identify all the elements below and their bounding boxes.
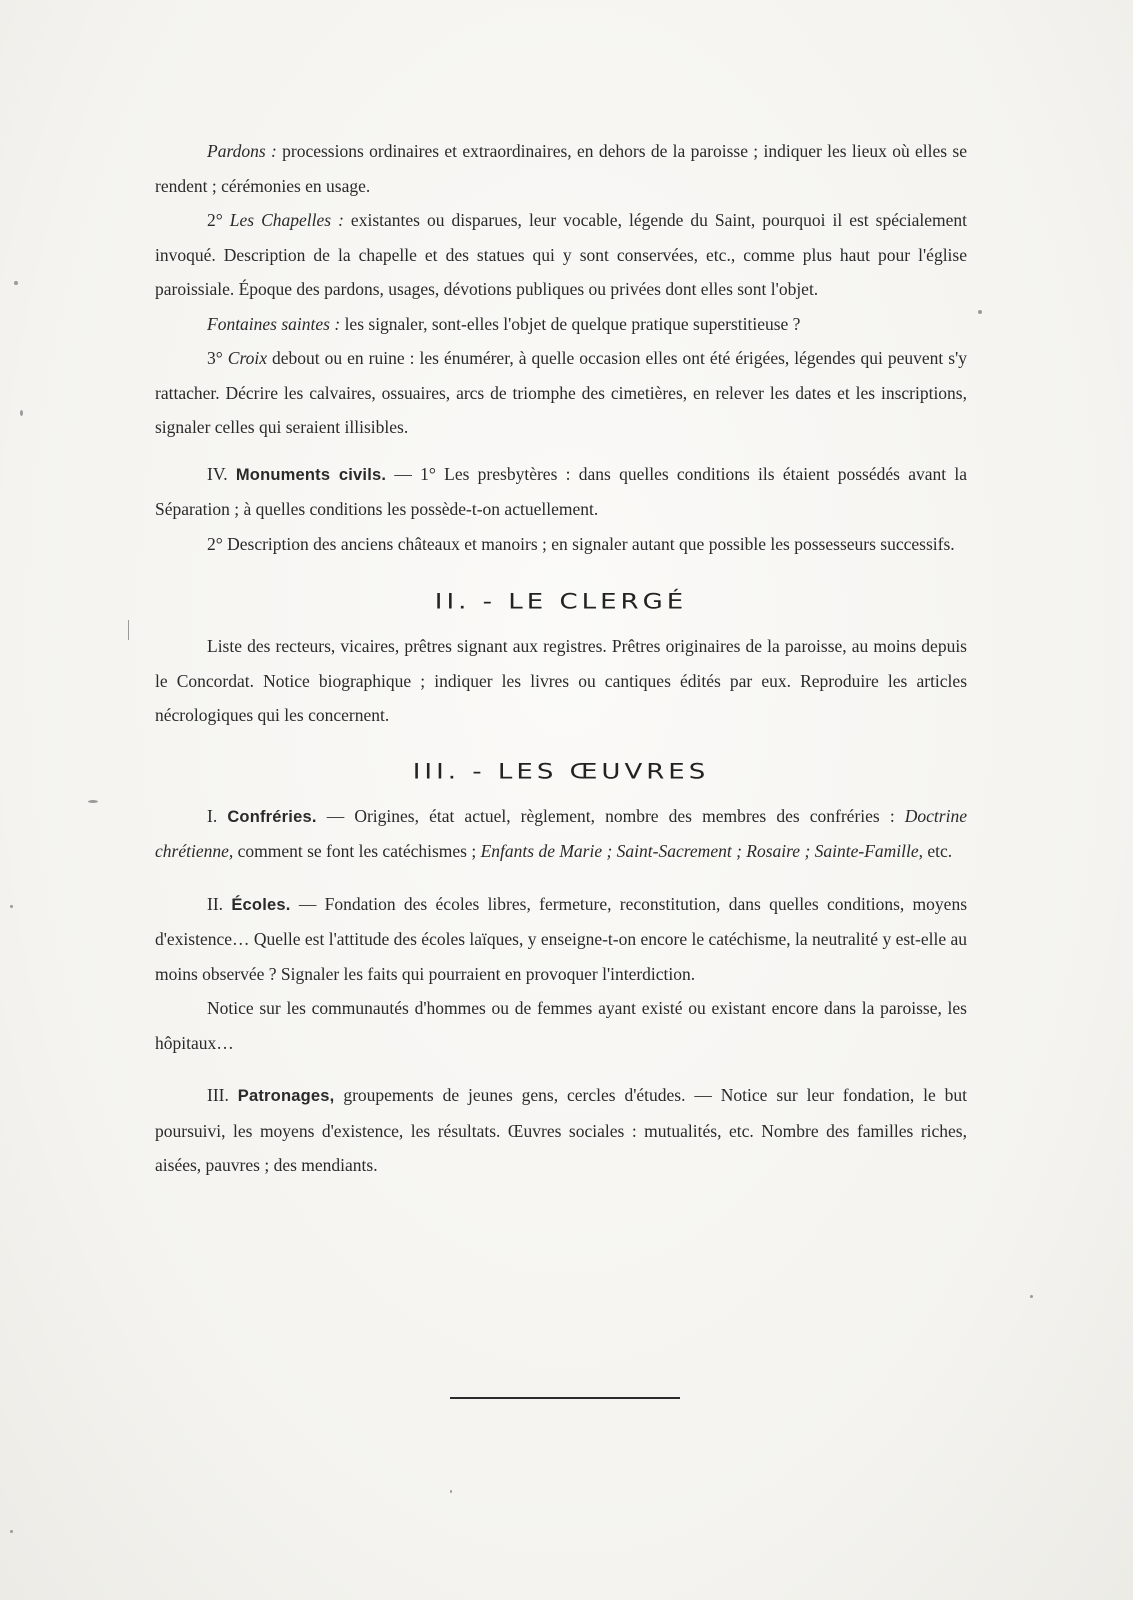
prefix-croix: 3° (207, 348, 228, 368)
prefix-monuments: IV. (207, 463, 236, 484)
prefix-ecoles: II. (207, 893, 232, 914)
paragraph-clerge (155, 629, 967, 733)
label-ecoles: Écoles. (231, 895, 291, 914)
end-rule (450, 1397, 680, 1399)
text-chapelles: existantes ou disparues, leur vocable, légende du Saint, pourquoi il est spécialement invoqué. Description de la chapelle et des statues qui y sont conservées, etc., comme plus haut pour l'église paroissiale. Époque des pardons, usages, dévotions publiques ou privées dont elles sont l'objet. (155, 210, 967, 299)
paragraph-notice (155, 991, 967, 1060)
speck (20, 410, 23, 416)
text-monuments: — 1° Les presbytères : dans quelles conditions ils étaient possédés avant la Séparation ; à quelles conditions les possède-t-on actuellement. (155, 463, 967, 519)
label-fontaines: Fontaines saintes : (207, 313, 341, 334)
paragraph-confreries (155, 799, 967, 869)
speck (88, 800, 98, 803)
text-notice: Notice sur les communautés d'hommes ou de femmes ayant existé ou existant encore dans la paroisse, les hôpitaux… (155, 998, 967, 1053)
text-ecoles: — Fondation des écoles libres, fermeture, reconstitution, dans quelles conditions, moyens d'existence… Quelle est l'attitude des écoles laïques, y enseigne-t-on encore le catéchisme, la neutralité y est-elle au moins observée ? Signaler les faits qui pourraient en provoquer l'interdiction. (155, 893, 968, 984)
speck (1030, 1295, 1033, 1298)
text-confreries-c: etc. (923, 841, 953, 861)
speck (450, 1490, 452, 1493)
text-patronages: groupements de jeunes gens, cercles d'études. — Notice sur leur fondation, le but poursuivi, les moyens d'existence, les résultats. Œuvres sociales : mutualités, etc. Nombre des familles riches, aisées, pauvres ; des mendiants. (155, 1085, 967, 1175)
paragraph-pardons (155, 134, 967, 203)
page-content (155, 134, 967, 1183)
prefix-chapelles: 2° (207, 210, 230, 230)
text-confreries-a: — Origines, état actuel, règlement, nombre des membres des confréries : (316, 805, 905, 826)
paragraph-ecoles (155, 887, 967, 992)
italic-confreries-b: Enfants de Marie ; Saint-Sacrement ; Rosaire ; Sainte-Famille, (480, 841, 924, 861)
paragraph-croix (155, 341, 967, 445)
text-pardons: processions ordinaires et extraordinaires, en dehors de la paroisse ; indiquer les lieux où elles se rendent ; cérémonies en usage. (155, 141, 967, 196)
label-monuments: Monuments civils. (235, 465, 387, 484)
speck (128, 620, 129, 640)
heading-oeuvres: III. - LES ŒUVRES (412, 759, 710, 784)
heading-clerge: II. - LE CLERGÉ (434, 589, 688, 615)
prefix-confreries: I. (207, 805, 228, 826)
paragraph-chateaux (155, 527, 967, 562)
text-fontaines: les signaler, sont-elles l'objet de quelque pratique superstitieuse ? (340, 313, 801, 334)
prefix-patronages: III. (207, 1085, 238, 1105)
label-croix: Croix (227, 348, 267, 368)
paragraph-patronages (155, 1078, 967, 1183)
speck (978, 310, 982, 314)
text-chateaux: 2° Description des anciens châteaux et manoirs ; en signaler autant que possible les possesseurs successifs. (207, 533, 955, 554)
paragraph-chapelles (155, 203, 967, 307)
label-chapelles: Les Chapelles : (229, 210, 344, 230)
italic-confreries-a: Doctrine chrétienne, (155, 805, 967, 861)
speck (14, 281, 18, 285)
speck (10, 905, 13, 908)
label-patronages: Patronages, (237, 1087, 335, 1105)
paragraph-monuments (155, 457, 967, 527)
text-clerge: Liste des recteurs, vicaires, prêtres signant aux registres. Prêtres originaires de la paroisse, au moins depuis le Concordat. Notice biographique ; indiquer les livres ou cantiques édités par eux. Reproduire les articles nécrologiques qui les concernent. (155, 636, 967, 725)
paragraph-fontaines (155, 307, 967, 342)
label-pardons: Pardons : (207, 141, 277, 161)
speck (10, 1530, 13, 1533)
text-confreries-b: comment se font les catéchismes ; (233, 841, 481, 861)
text-croix: debout ou en ruine : les énumérer, à quelle occasion elles ont été érigées, légendes qui peuvent s'y rattacher. Décrire les calvaires, ossuaires, arcs de triomphe des cimetières, en relever les dates et les inscriptions, signaler celles qui seraient illisibles. (155, 348, 967, 437)
label-confreries: Confréries. (227, 807, 317, 826)
